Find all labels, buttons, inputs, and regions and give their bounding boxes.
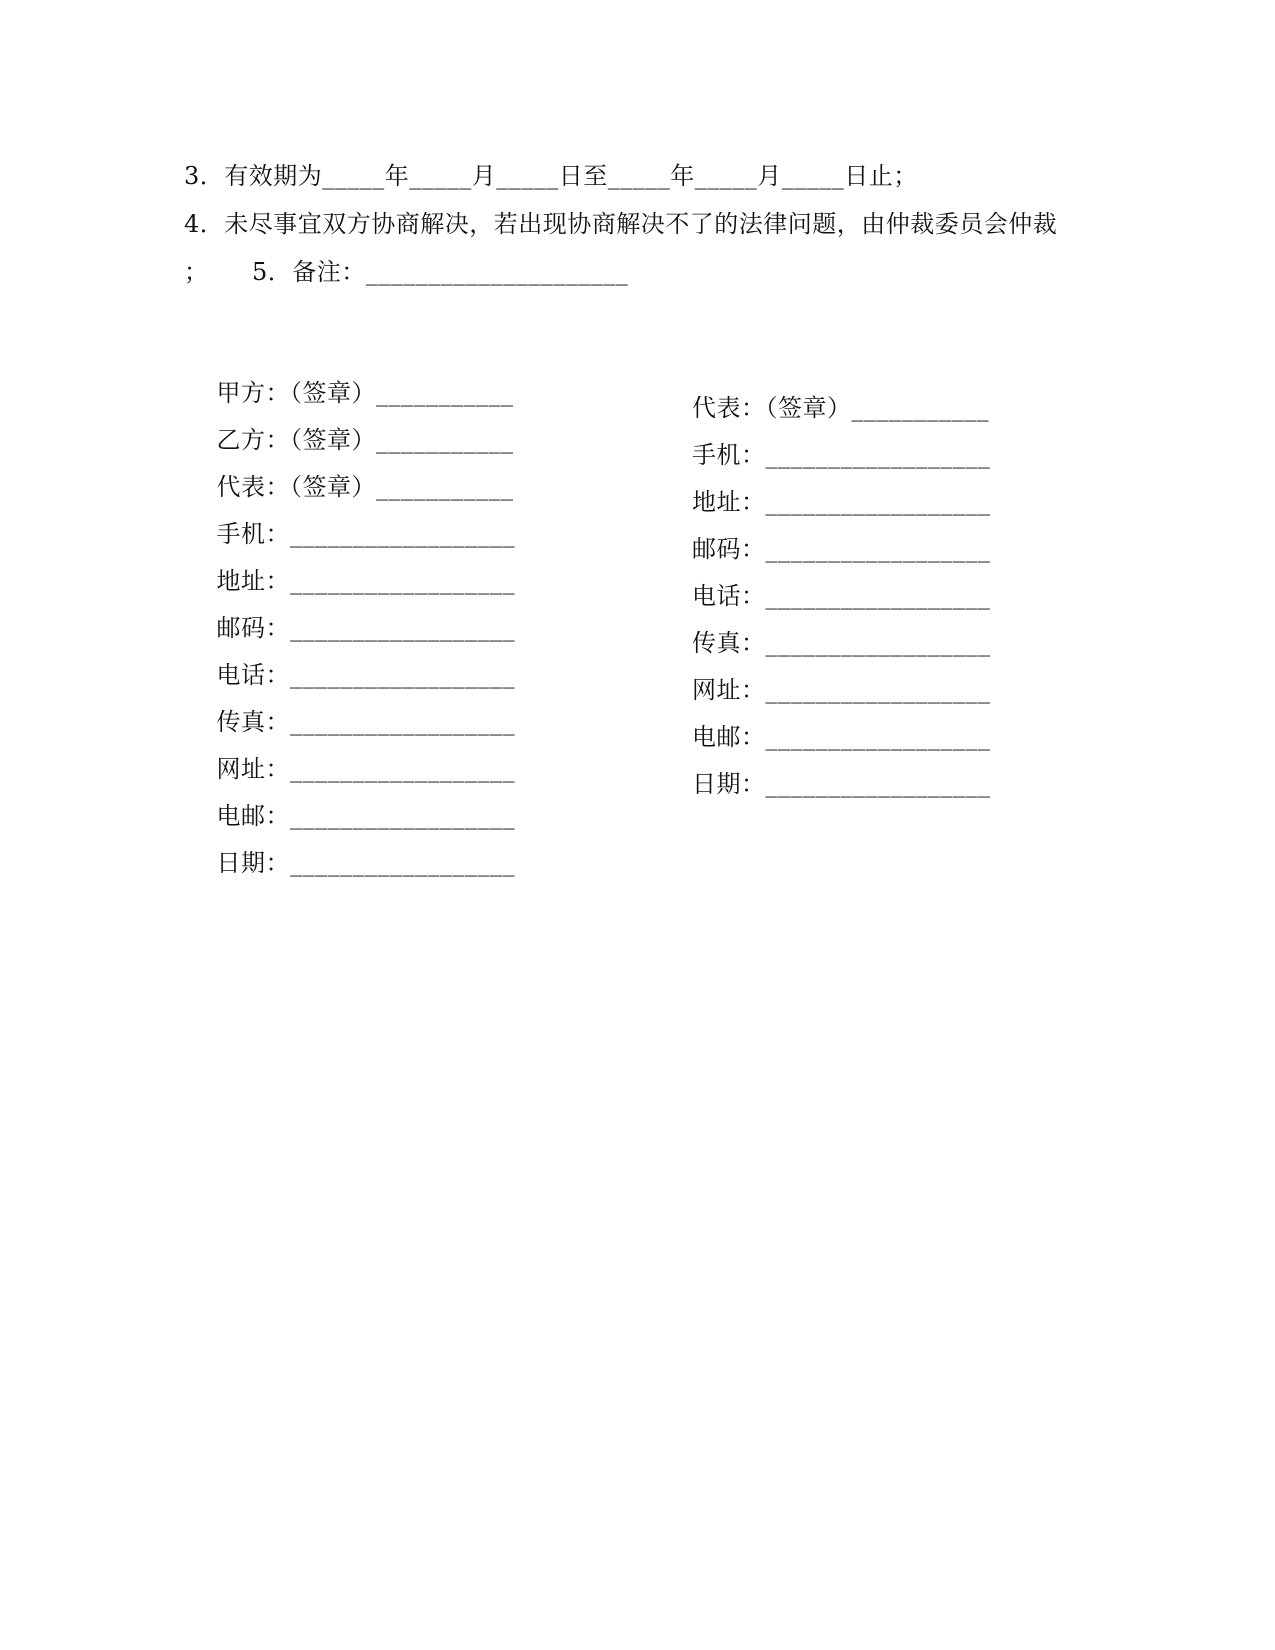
sig-left: 电话：__________________	[216, 661, 516, 689]
clause-3: 3．有效期为_____年_____月_____日至_____年_____月_____日止；	[184, 162, 918, 190]
sig-row	[184, 815, 515, 943]
clause-5: 5．备注：_____________________	[252, 258, 629, 286]
sig-right: 邮码：__________________	[692, 535, 991, 563]
sig-right: 电邮：__________________	[692, 723, 991, 751]
sig-left: 代表：（签章）___________	[216, 473, 514, 501]
sig-left: 地址：__________________	[216, 567, 516, 595]
sig-left: 网址：__________________	[216, 755, 516, 783]
sig-left: 电邮：__________________	[216, 802, 516, 830]
sig-right: 日期：__________________	[692, 770, 991, 798]
sig-left: 日期：__________________	[216, 849, 516, 877]
sig-right: 传真：__________________	[692, 629, 991, 657]
sig-right: 网址：__________________	[692, 676, 991, 704]
sig-left: 邮码：__________________	[216, 614, 516, 642]
sig-right: 代表：（签章）___________	[692, 394, 989, 422]
clause-4-end: ；	[184, 258, 209, 286]
sig-right: 电话：__________________	[692, 582, 991, 610]
sig-left: 甲方：（签章）___________	[216, 379, 514, 407]
sig-right: 手机：__________________	[692, 441, 991, 469]
sig-left: 乙方：（签章）___________	[216, 426, 514, 454]
sig-left: 传真：__________________	[216, 708, 516, 736]
sig-left: 手机：__________________	[216, 520, 516, 548]
clause-4: 4．未尽事宜双方协商解决，若出现协商解决不了的法律问题，由仲裁委员会仲裁	[184, 210, 1058, 238]
sig-right: 地址：__________________	[692, 488, 991, 516]
